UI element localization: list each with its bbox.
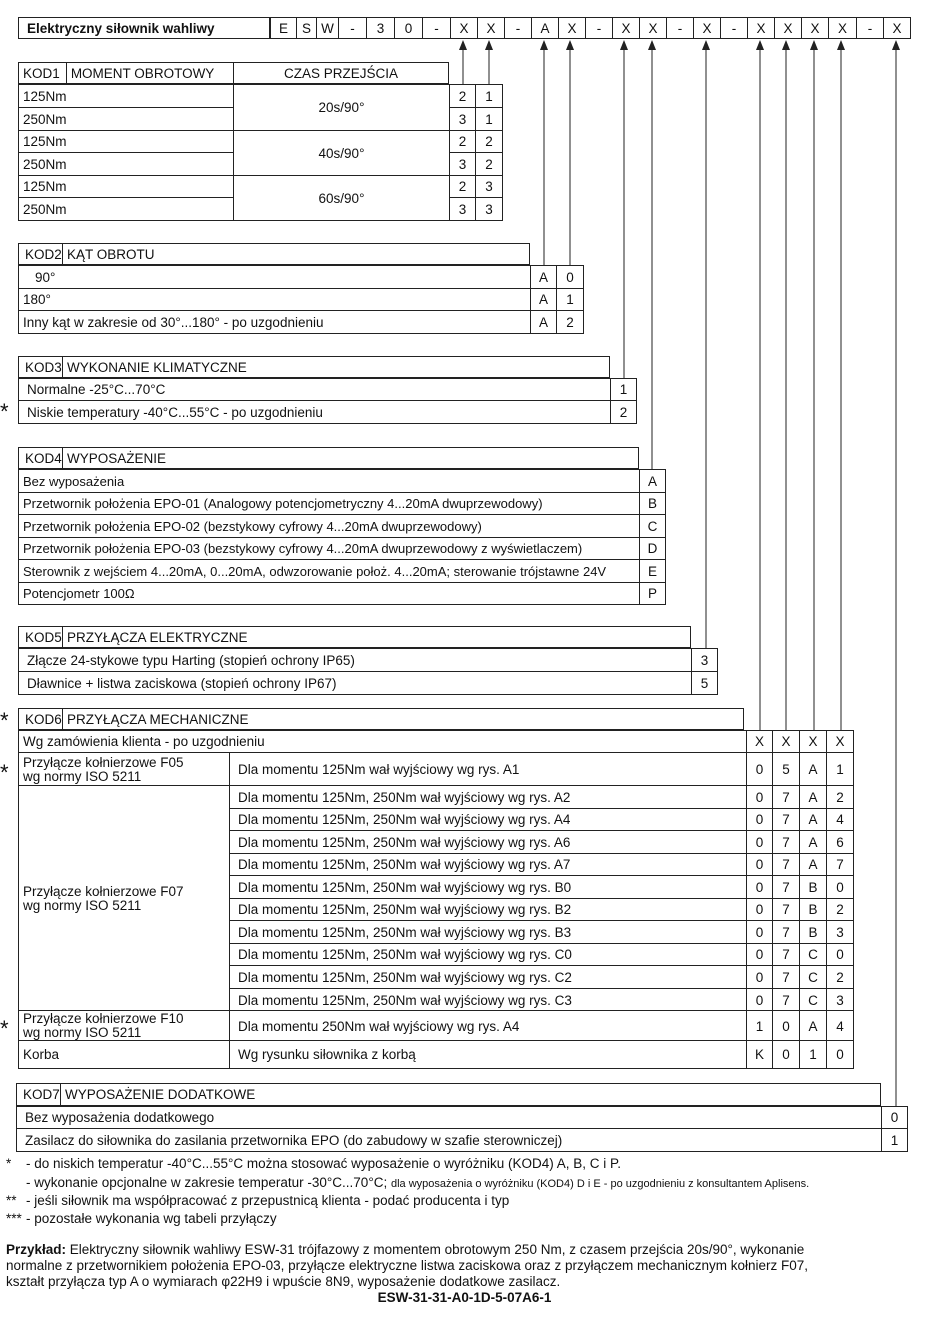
code-char: - bbox=[422, 17, 451, 39]
section-title: PRZYŁĄCZA ELEKTRYCZNE bbox=[67, 629, 248, 645]
code-cell: 7 bbox=[826, 853, 854, 876]
code-char: 0 bbox=[394, 17, 423, 39]
arrow-head-icon bbox=[756, 40, 764, 50]
code-char: S bbox=[296, 17, 317, 39]
electric-cell: Dławnice + listwa zaciskowa (stopień ochrony IP67) bbox=[18, 671, 692, 695]
code-cell: 1 bbox=[826, 752, 854, 787]
code-cell: 0 bbox=[746, 965, 773, 989]
arrow-head-icon bbox=[892, 40, 900, 50]
code-cell: A bbox=[799, 752, 827, 787]
code-char: X bbox=[801, 17, 829, 39]
code-cell: 2 bbox=[826, 785, 854, 809]
time-cell: 40s/90° bbox=[233, 130, 450, 176]
code-cell: 1 bbox=[799, 1040, 827, 1069]
code-cell: B bbox=[799, 898, 827, 921]
note-small-text: dla wyposażenia o wyróżniku (KOD4) D i E - po uzgodnieniu z konsultantem Aplisens. bbox=[390, 1178, 810, 1190]
time-cell: 60s/90° bbox=[233, 175, 450, 221]
note-mark: * bbox=[6, 1156, 12, 1171]
footnote-star: * bbox=[0, 1016, 9, 1041]
arrow-head-icon bbox=[810, 40, 818, 50]
code-cell: 7 bbox=[772, 920, 800, 944]
angle-cell: 90° bbox=[18, 265, 531, 289]
angle-cell: 180° bbox=[18, 288, 531, 311]
extra-equipment-cell: Bez wyposażenia dodatkowego bbox=[16, 1106, 882, 1129]
code-cell: 2 bbox=[556, 310, 584, 334]
code-cell: 7 bbox=[772, 988, 800, 1012]
climate-cell: Normalne -25°C...70°C bbox=[18, 378, 611, 401]
code-cell: X bbox=[772, 730, 800, 753]
shaft-desc-cell: Dla momentu 125Nm, 250Nm wał wyjściowy wg rys. B0 bbox=[229, 875, 747, 899]
equipment-cell: Bez wyposażenia bbox=[18, 469, 640, 493]
code-cell: 1 bbox=[475, 107, 503, 131]
equipment-cell: Przetwornik położenia EPO-01 (Analogowy potencjometryczny 4...20mA dwuprzewodowy) bbox=[18, 492, 640, 515]
code-cell: 0 bbox=[772, 1010, 800, 1042]
flange-label: Przyłącze kołnierzowe F05 bbox=[23, 754, 184, 770]
moment-cell: 125Nm bbox=[18, 175, 234, 198]
example-text: normalne z przetwornikiem położenia EPO-03, przyłącze elektryczne listwa zaciskowa oraz z przyłączem mechanicznym kołnierz F07, bbox=[6, 1258, 809, 1273]
shaft-desc-cell: Dla momentu 125Nm wał wyjściowy wg rys. A1 bbox=[229, 752, 747, 787]
code-cell: 3 bbox=[691, 648, 718, 672]
code-cell: 3 bbox=[449, 152, 476, 176]
code-cell: A bbox=[799, 785, 827, 809]
code-cell: 4 bbox=[826, 1010, 854, 1042]
note-mark: ** bbox=[6, 1193, 17, 1208]
code-cell: 2 bbox=[449, 175, 476, 198]
code-char: W bbox=[316, 17, 339, 39]
code-cell: A bbox=[799, 808, 827, 831]
equipment-cell: Sterownik z wejściem 4...20mA, 0...20mA, odwzorowanie położ. 4...20mA; sterowanie trójstawne 24V bbox=[18, 559, 640, 583]
arrow-head-icon bbox=[620, 40, 628, 50]
code-char: E bbox=[270, 17, 297, 39]
note-text: - pozostałe wykonania wg tabeli przyłączy bbox=[26, 1211, 277, 1226]
code-cell: C bbox=[639, 514, 666, 538]
footnote-star: * bbox=[0, 759, 9, 785]
code-char: X bbox=[558, 17, 586, 39]
code-char: X bbox=[639, 17, 667, 39]
electric-cell: Złącze 24-stykowe typu Harting (stopień ochrony IP65) bbox=[18, 648, 692, 672]
product-title: Elektryczny siłownik wahliwy bbox=[18, 17, 270, 39]
equipment-cell: Przetwornik położenia EPO-03 (bezstykowy cyfrowy 4...20mA dwuprzewodowy z wyświetlaczem) bbox=[18, 537, 640, 560]
note-text: - jeśli siłownik ma współpracować z przepustnicą klienta - podać producenta i typ bbox=[26, 1193, 510, 1208]
code-cell: 0 bbox=[746, 830, 773, 854]
code-cell: 0 bbox=[746, 943, 773, 966]
code-cell: 1 bbox=[610, 378, 637, 401]
code-cell: A bbox=[639, 469, 666, 493]
code-cell: 2 bbox=[826, 898, 854, 921]
code-cell: K bbox=[746, 1040, 773, 1069]
equipment-cell: Przetwornik położenia EPO-02 (bezstykowy cyfrowy 4...20mA dwuprzewodowy) bbox=[18, 514, 640, 538]
moment-cell: 250Nm bbox=[18, 107, 234, 131]
code-cell: 2 bbox=[610, 400, 637, 424]
code-char: X bbox=[450, 17, 478, 39]
code-char: A bbox=[531, 17, 559, 39]
code-cell: P bbox=[639, 582, 666, 605]
code-char: X bbox=[477, 17, 505, 39]
code-cell: 7 bbox=[772, 808, 800, 831]
code-cell: 3 bbox=[475, 175, 503, 198]
extra-equipment-cell: Zasilacz do siłownika do zasilania przetwornika EPO (do zabudowy w szafie sterowniczej) bbox=[16, 1128, 882, 1152]
code-cell: X bbox=[799, 730, 827, 753]
code-cell: 3 bbox=[826, 988, 854, 1012]
code-char: X bbox=[693, 17, 721, 39]
code-cell: C bbox=[799, 943, 827, 966]
shaft-desc-cell: Dla momentu 250Nm wał wyjściowy wg rys. A4 bbox=[229, 1010, 747, 1042]
code-cell: 1 bbox=[881, 1128, 908, 1152]
note-text: - wykonanie opcjonalne w zakresie temperatur -30°C...70°C; bbox=[26, 1175, 388, 1190]
shaft-desc-cell: Dla momentu 125Nm, 250Nm wał wyjściowy wg rys. A4 bbox=[229, 808, 747, 831]
kod-label: KOD2 bbox=[19, 244, 63, 264]
code-cell: 5 bbox=[772, 752, 800, 787]
arrow-head-icon bbox=[566, 40, 574, 50]
footnote-star: * bbox=[0, 708, 9, 733]
code-cell: 4 bbox=[826, 808, 854, 831]
code-cell: D bbox=[639, 537, 666, 560]
code-cell: 0 bbox=[746, 752, 773, 787]
example-code: ESW-31-31-A0-1D-5-07A6-1 bbox=[377, 1290, 552, 1305]
footnote-star: * bbox=[0, 399, 9, 424]
moment-cell: 125Nm bbox=[18, 84, 234, 108]
shaft-desc-cell: Dla momentu 125Nm, 250Nm wał wyjściowy wg rys. A6 bbox=[229, 830, 747, 854]
code-cell: 2 bbox=[826, 965, 854, 989]
moment-cell: 250Nm bbox=[18, 197, 234, 221]
section-title: WYPOSAŻENIE bbox=[67, 450, 167, 466]
code-cell: 0 bbox=[556, 265, 584, 289]
arrow-head-icon bbox=[782, 40, 790, 50]
code-cell: A bbox=[530, 310, 557, 334]
section-title: KĄT OBROTU bbox=[67, 246, 155, 262]
code-cell: X bbox=[826, 730, 854, 753]
code-cell: C bbox=[799, 965, 827, 989]
code-char: - bbox=[666, 17, 694, 39]
code-cell: 3 bbox=[475, 197, 503, 221]
code-cell: 7 bbox=[772, 853, 800, 876]
note-mark: *** bbox=[6, 1211, 22, 1226]
shaft-desc-cell: Wg rysunku siłownika z korbą bbox=[229, 1040, 747, 1069]
code-cell: 1 bbox=[475, 84, 503, 108]
code-cell: 0 bbox=[746, 920, 773, 944]
moment-cell: 250Nm bbox=[18, 152, 234, 176]
mech-cell: Wg zamówienia klienta - po uzgodnieniu bbox=[18, 730, 747, 753]
code-char: X bbox=[774, 17, 802, 39]
code-cell: 0 bbox=[826, 1040, 854, 1069]
code-cell: A bbox=[799, 1010, 827, 1042]
kod-label: KOD4 bbox=[19, 448, 63, 468]
time-cell: 20s/90° bbox=[233, 84, 450, 131]
code-cell: 0 bbox=[826, 875, 854, 899]
code-cell: 5 bbox=[691, 671, 718, 695]
section-title: WYPOSAŻENIE DODATKOWE bbox=[65, 1087, 256, 1102]
arrow-head-icon bbox=[459, 40, 467, 50]
angle-cell: Inny kąt w zakresie od 30°...180° - po uzgodnieniu bbox=[18, 310, 531, 334]
shaft-desc-cell: Dla momentu 125Nm, 250Nm wał wyjściowy wg rys. A2 bbox=[229, 785, 747, 809]
code-cell: 0 bbox=[881, 1106, 908, 1129]
code-cell: 2 bbox=[449, 84, 476, 108]
flange-label: Przyłącze kołnierzowe F10 bbox=[23, 1011, 184, 1026]
example-text: Elektryczny siłownik wahliwy ESW-31 trójfazowy z momentem obrotowym 250 Nm, z czasem przejścia 20s/90°, wykonanie bbox=[69, 1242, 805, 1257]
code-cell: 0 bbox=[746, 808, 773, 831]
code-char: 3 bbox=[366, 17, 395, 39]
moment-header: MOMENT OBROTOWY bbox=[67, 63, 234, 83]
code-cell: 0 bbox=[746, 853, 773, 876]
kod-label: KOD6 bbox=[19, 709, 63, 729]
shaft-desc-cell: Dla momentu 125Nm, 250Nm wał wyjściowy wg rys. C2 bbox=[229, 965, 747, 989]
code-char: - bbox=[504, 17, 532, 39]
code-char: X bbox=[828, 17, 857, 39]
code-cell: 0 bbox=[772, 1040, 800, 1069]
code-cell: 7 bbox=[772, 965, 800, 989]
code-cell: C bbox=[799, 988, 827, 1012]
kod-label: KOD7 bbox=[17, 1084, 61, 1105]
code-cell: 3 bbox=[449, 197, 476, 221]
example-text: kształt przyłącza typ A o wymiarach φ22H9 i wpuście 8N9, wyposażenie dodatkowe zasilacz. bbox=[6, 1274, 561, 1289]
kod-label: KOD5 bbox=[19, 627, 63, 647]
note-text: - do niskich temperatur -40°C...55°C można stosować wyposażenie o wyróżniku (KOD4) A, B, C i P. bbox=[26, 1156, 622, 1171]
code-cell: 0 bbox=[746, 875, 773, 899]
code-char: X bbox=[883, 17, 911, 39]
kod-label: KOD1 bbox=[19, 63, 67, 83]
code-cell: B bbox=[799, 875, 827, 899]
arrow-head-icon bbox=[837, 40, 845, 50]
time-header: CZAS PRZEJŚCIA bbox=[284, 65, 399, 81]
code-cell: A bbox=[799, 830, 827, 854]
code-cell: 3 bbox=[826, 920, 854, 944]
flange-norm: wg normy ISO 5211 bbox=[23, 1025, 142, 1040]
flange-norm: wg normy ISO 5211 bbox=[23, 768, 142, 784]
code-cell: 7 bbox=[772, 830, 800, 854]
code-cell: 6 bbox=[826, 830, 854, 854]
code-cell: 7 bbox=[772, 785, 800, 809]
code-char: X bbox=[747, 17, 775, 39]
code-cell: 1 bbox=[746, 1010, 773, 1042]
code-cell: B bbox=[799, 920, 827, 944]
code-cell: A bbox=[530, 288, 557, 311]
code-cell: X bbox=[746, 730, 773, 753]
code-char: - bbox=[585, 17, 613, 39]
code-cell: 2 bbox=[475, 130, 503, 153]
shaft-desc-cell: Dla momentu 125Nm, 250Nm wał wyjściowy wg rys. C0 bbox=[229, 943, 747, 966]
arrow-head-icon bbox=[540, 40, 548, 50]
section-title: PRZYŁĄCZA MECHANICZNE bbox=[67, 711, 249, 727]
code-cell: 0 bbox=[746, 988, 773, 1012]
code-char: - bbox=[338, 17, 367, 39]
code-char: - bbox=[720, 17, 748, 39]
arrow-head-icon bbox=[702, 40, 710, 50]
code-cell: 7 bbox=[772, 875, 800, 899]
example-label: Przykład: bbox=[6, 1242, 67, 1257]
flange-norm: wg normy ISO 5211 bbox=[23, 897, 142, 913]
climate-cell: Niskie temperatury -40°C...55°C - po uzgodnieniu bbox=[18, 400, 611, 424]
arrow-head-icon bbox=[485, 40, 493, 50]
code-cell: 0 bbox=[826, 943, 854, 966]
arrow-head-icon bbox=[648, 40, 656, 50]
shaft-desc-cell: Dla momentu 125Nm, 250Nm wał wyjściowy wg rys. C3 bbox=[229, 988, 747, 1012]
code-cell: A bbox=[799, 853, 827, 876]
kod-label: KOD3 bbox=[19, 357, 63, 377]
code-cell: 2 bbox=[449, 130, 476, 153]
flange-label: Przyłącze kołnierzowe F07 bbox=[23, 883, 184, 899]
shaft-desc-cell: Dla momentu 125Nm, 250Nm wał wyjściowy wg rys. B2 bbox=[229, 898, 747, 921]
code-cell: 3 bbox=[449, 107, 476, 131]
equipment-cell: Potencjometr 100Ω bbox=[18, 582, 640, 605]
code-cell: E bbox=[639, 559, 666, 583]
code-cell: 2 bbox=[475, 152, 503, 176]
shaft-desc-cell: Dla momentu 125Nm, 250Nm wał wyjściowy wg rys. A7 bbox=[229, 853, 747, 876]
shaft-desc-cell: Dla momentu 125Nm, 250Nm wał wyjściowy wg rys. B3 bbox=[229, 920, 747, 944]
flange-label: Korba bbox=[23, 1046, 60, 1062]
code-cell: 0 bbox=[746, 898, 773, 921]
code-cell: 7 bbox=[772, 898, 800, 921]
code-cell: 1 bbox=[556, 288, 584, 311]
code-char: X bbox=[612, 17, 640, 39]
section-title: WYKONANIE KLIMATYCZNE bbox=[67, 359, 247, 375]
code-char: - bbox=[856, 17, 884, 39]
moment-cell: 125Nm bbox=[18, 130, 234, 153]
code-cell: 7 bbox=[772, 943, 800, 966]
code-cell: 0 bbox=[746, 785, 773, 809]
code-cell: B bbox=[639, 492, 666, 515]
code-cell: A bbox=[530, 265, 557, 289]
